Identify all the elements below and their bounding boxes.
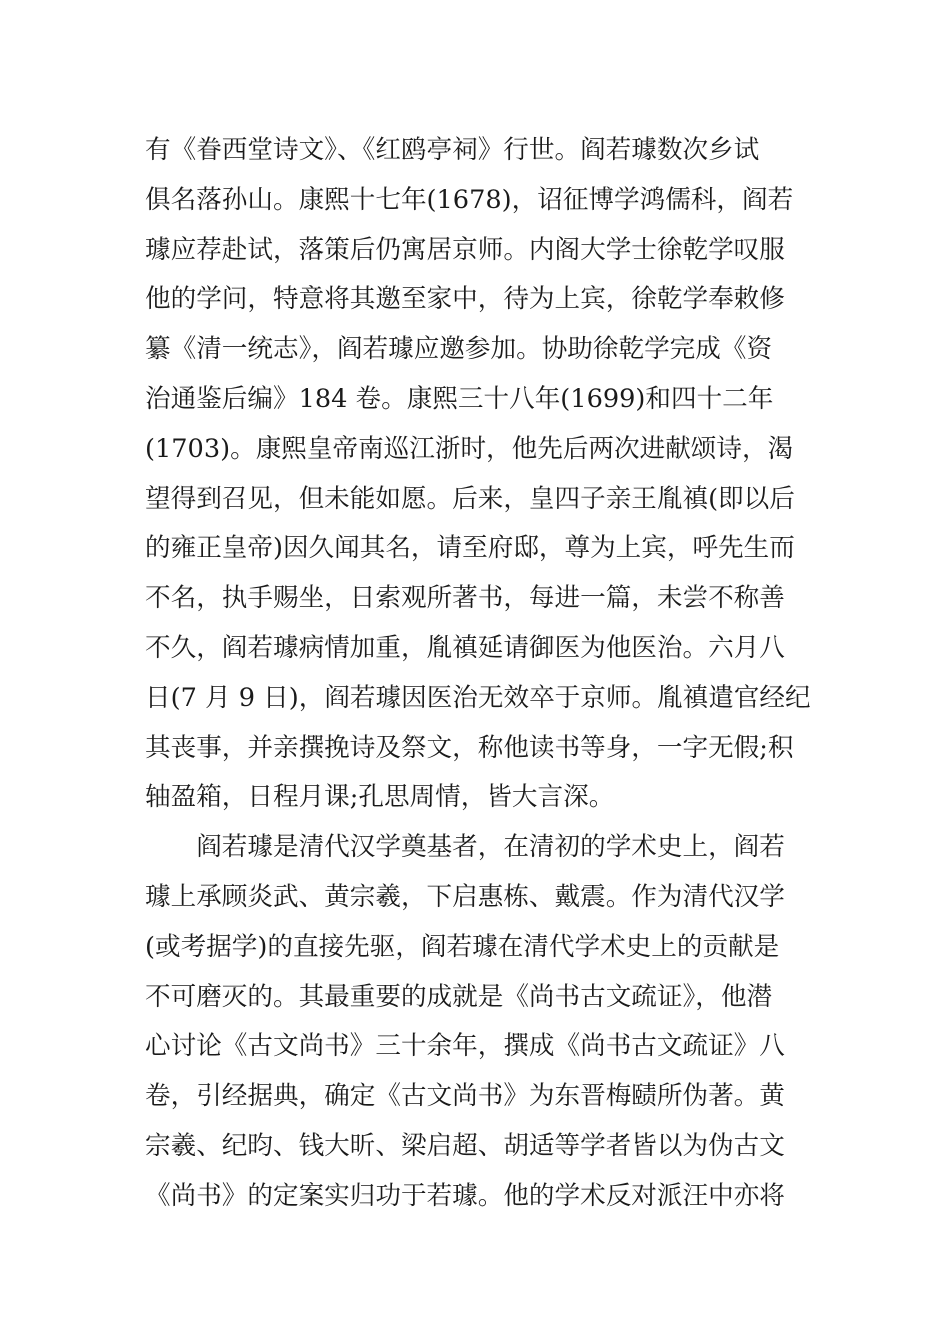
text-line: 璩上承顾炎武、黄宗羲，下启惠栋、戴震。作为清代汉学 xyxy=(145,881,785,912)
text-line: 治通鉴后编》184 卷。康熙三十八年(1699)和四十二年 xyxy=(145,383,774,414)
text-line: 纂《清一统志》，阎若璩应邀参加。协助徐乾学完成《资 xyxy=(145,334,773,365)
text-line: (或考据学)的直接先驱，阎若璩在清代学术史上的贡献是 xyxy=(145,931,780,962)
paragraph-start-line: 阎若璩是清代汉学奠基者，在清初的学术史上，阎若 xyxy=(145,832,785,863)
text-line: 望得到召见，但未能如愿。后来，皇四子亲王胤禛(即以后 xyxy=(145,483,795,514)
text-line: 其丧事，并亲撰挽诗及祭文，称他读书等身，一字无假;积 xyxy=(145,732,794,763)
text-line: 的雍正皇帝)因久闻其名，请至府邸，尊为上宾，呼先生而 xyxy=(145,533,795,564)
text-line: 他的学问，特意将其邀至家中，待为上宾，徐乾学奉敕修 xyxy=(145,284,785,315)
text-line: 宗羲、纪昀、钱大昕、梁启超、胡适等学者皆以为伪古文 xyxy=(145,1130,785,1161)
text-line: 不名，执手赐坐，日索观所著书，每进一篇，未尝不称善 xyxy=(145,583,785,614)
text-line: 有《眷西堂诗文》、《红鸥亭祠》行世。阎若璩数次乡试 xyxy=(145,135,760,165)
text-line: 不久，阎若璩病情加重，胤禛延请御医为他医治。六月八 xyxy=(145,632,785,663)
text-line: 卷，引经据典，确定《古文尚书》为东晋梅赜所伪著。黄 xyxy=(145,1081,785,1112)
body-text xyxy=(145,126,815,1222)
text-line: 俱名落孙山。康熙十七年(1678)，诏征博学鸿儒科，阎若 xyxy=(145,184,794,215)
text-line: 日(7 月 9 日)，阎若璩因医治无效卒于京师。胤禛遣官经纪 xyxy=(145,682,811,713)
text-line: 《尚书》的定案实归功于若璩。他的学术反对派汪中亦将 xyxy=(145,1180,785,1211)
text-line: 不可磨灭的。其最重要的成就是《尚书古文疏证》，他潜 xyxy=(145,981,773,1012)
text-line: 轴盈箱，日程月课;孔思周情，皆大言深。 xyxy=(145,782,615,813)
text-line: (1703)。康熙皇帝南巡江浙时，他先后两次进献颂诗，渴 xyxy=(145,433,794,464)
text-line: 璩应荐赴试，落策后仍寓居京师。内阁大学士徐乾学叹服 xyxy=(145,234,785,265)
text-line: 心讨论《古文尚书》三十余年，撰成《尚书古文疏证》八 xyxy=(145,1031,785,1062)
